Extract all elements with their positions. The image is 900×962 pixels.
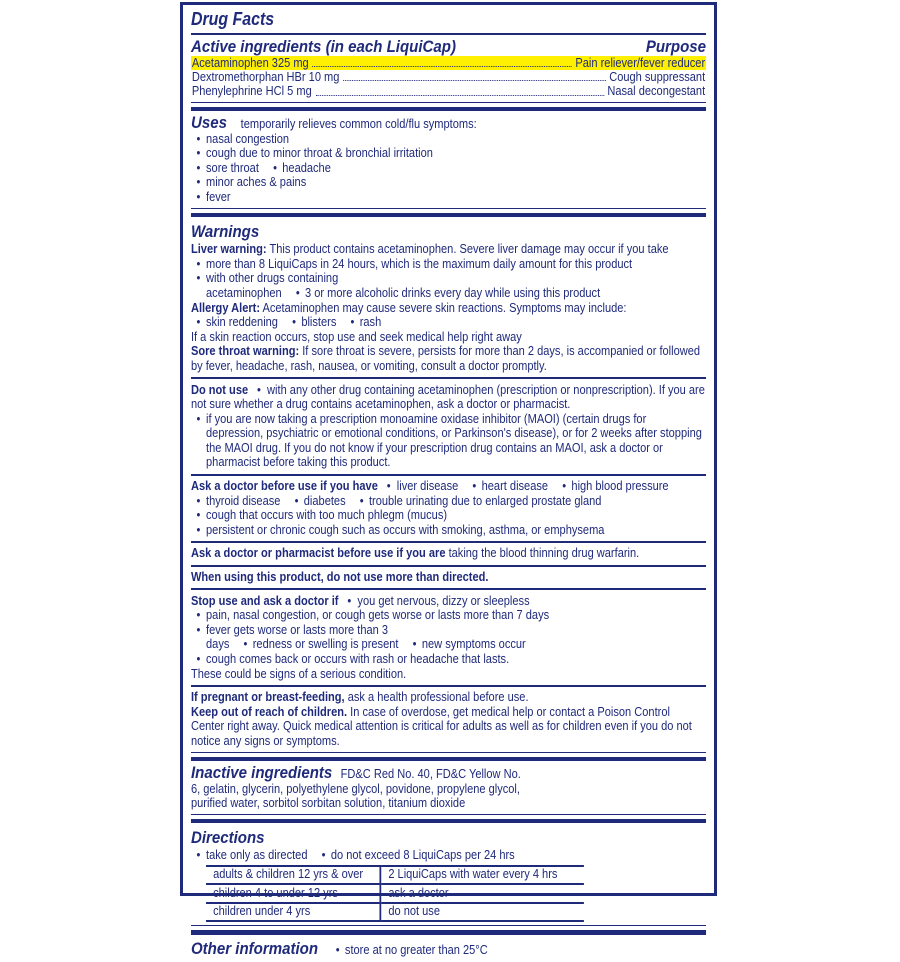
bullet-icon: • [294,493,299,508]
bullet-icon: • [196,522,201,537]
bullet-icon: • [273,160,277,175]
sore-throat-warning-lead: Sore throat warning: [190,344,300,359]
ingredient-row-phenylephrine [191,84,706,98]
bullet-icon: • [292,315,297,330]
bullet-text [206,623,706,652]
active-ingredients-header [191,37,706,56]
bullet-icon: • [350,315,355,330]
when-using-note: When using this product, do not use more than directed. [190,570,489,585]
bullet-text: cough comes back or occurs with rash or headache that lasts. [206,652,510,667]
other-information-heading: Other information [190,938,319,958]
uses-bullet [191,190,706,205]
directions-bullets [191,848,706,863]
inline-bullet-item [296,286,600,300]
stop-use-lead: Stop use and ask a doctor if [190,593,339,608]
bullet-text: minor aches & pains [206,175,307,190]
inline-bullet-item [562,479,668,493]
inactive-ingredients-heading: Inactive ingredients [190,763,333,783]
warnings-divider [191,377,706,379]
warnings-heading: Warnings [190,222,260,242]
ingredient-row-dextromethorphan [191,70,706,84]
dose-cell: 2 LiquiCaps with water every 4 hrs [380,866,584,885]
bullet-icon: • [562,479,567,494]
bullet-icon: • [412,637,417,652]
uses-bullet [191,132,706,147]
directions-heading: Directions [190,828,265,848]
inline-bullet-item [360,494,602,508]
uses-bullet [191,146,706,161]
do-not-use-bullet [191,412,706,470]
bullet-icon: • [335,942,340,957]
liver-warning [191,242,706,257]
stop-use-bullet [191,608,706,623]
section-separator-bar [191,930,706,935]
bullet-text: headache [282,160,331,175]
ask-doctor-lead: Ask a doctor before use if you have [190,479,378,494]
section-separator-bar [191,213,706,218]
inline-bullet-item [292,315,336,329]
bullet-icon: • [472,479,477,494]
inline-bullet-item [244,637,399,651]
liver-bullet [191,257,706,272]
stop-use [191,594,706,609]
dosage-table [206,865,584,923]
bullet-text [206,161,331,176]
keep-out-of-reach [191,705,706,749]
section-separator-line [191,814,706,815]
keep-out-of-reach-lead: Keep out of reach of children. [190,704,348,719]
age-cell: children 4 to under 12 yrs [206,884,380,903]
warnings-divider [191,541,706,543]
bullet-text [206,494,601,509]
keep-out-of-reach-text: In case of overdose, get medical help or contact a Poison Control Center right away. Quick medical attention is critical for adults as well as for children even if you do not notice any signs or symptoms. [190,704,692,748]
uses-section [190,113,706,205]
bullet-text: more than 8 LiquiCaps in 24 hours, which is the maximum daily amount for this product [206,256,633,271]
page-title: Drug Facts [190,9,275,29]
bullet-icon: • [196,493,201,508]
ask-pharmacist [191,546,706,561]
section-separator-bar [191,757,706,762]
ingredient-purpose: Cough suppressant [609,70,706,85]
dotted-leader [343,80,606,81]
table-row [206,903,584,922]
label-content [183,5,714,962]
bullet-icon: • [196,190,201,205]
bullet-icon: • [196,315,201,330]
stop-use-bullet [191,652,706,667]
inline-bullet-item [413,637,526,651]
drug-facts-label [180,2,717,958]
bullet-icon: • [196,160,201,175]
section-separator-bar [191,819,706,824]
bullet-icon: • [321,848,326,863]
bullet-text: heart disease [481,479,549,494]
bullet-text [206,848,515,863]
bullet-text: with other drugs containing acetaminophen [206,271,339,300]
ask-doctor-bullet [191,494,706,509]
warnings-divider [191,565,706,567]
ingredient-purpose: Nasal decongestant [607,84,706,99]
ingredient-purpose: Pain reliever/fever reducer [575,56,706,70]
inline-bullet-item [336,943,488,958]
bullet-text [206,315,381,330]
bullet-text: rash [359,315,382,330]
uses-bullet [191,161,706,176]
purpose-heading: Purpose [645,37,707,56]
ask-pharmacist-text: taking the blood thinning drug warfarin. [448,546,640,561]
skin-reaction-note: If a skin reaction occurs, stop use and seek medical help right away [190,329,522,344]
ingredient-name: Dextromethorphan HBr 10 mg [191,70,340,85]
uses-bullet [191,175,706,190]
uses-heading-line [190,113,706,133]
bullet-icon: • [196,131,201,146]
stop-use-bullet [191,623,706,652]
inline-bullet-item [273,161,331,175]
bullet-icon: • [196,411,201,426]
active-ingredients-heading: Active ingredients (in each LiquiCap) [190,37,456,56]
bullet-text: cough that occurs with too much phlegm (mucus) [206,508,448,523]
bullet-icon: • [196,146,201,161]
section-separator-line [191,102,706,103]
warnings-divider [191,474,706,476]
bullet-text: fever [206,190,231,205]
title-rule [191,33,706,35]
directions-section [191,828,706,922]
section-separator-line [191,208,706,209]
age-cell: adults & children 12 yrs & over [206,866,380,885]
warnings-divider [191,588,706,590]
bullet-text: sore throat [206,160,259,175]
uses-heading: Uses [190,113,227,133]
warnings-section [191,222,706,748]
bullet-icon: • [347,593,352,608]
bullet-icon: • [295,285,300,300]
stop-use-text: you get nervous, dizzy or sleepless [357,593,530,608]
bullet-icon: • [243,637,248,652]
bullet-text: high blood pressure [571,479,669,494]
dotted-leader [315,95,604,96]
bullet-icon: • [196,175,201,190]
ask-doctor [191,479,706,494]
sore-throat-warning [191,344,706,373]
section-separator-line [191,752,706,753]
bullet-icon: • [196,608,201,623]
allergy-bullets [191,315,706,330]
bullet-text: liver disease [396,479,459,494]
inline-bullet-item [322,848,515,862]
age-cell: children under 4 yrs [206,903,380,922]
liver-warning-text: This product contains acetaminophen. Severe liver damage may occur if you take [269,242,669,257]
warnings-divider [191,685,706,687]
bullet-icon: • [196,622,201,637]
bullet-icon: • [196,652,201,667]
uses-intro: temporarily relieves common cold/flu symptoms: [240,117,477,132]
ask-doctor-bullet [191,523,706,538]
bullet-text: if you are now taking a prescription monoamine oxidase inhibitor (MAOI) (certain drugs for depression, psychiatric or emotional conditions, or Parkinson's disease), or for 2 weeks after stopping the MAOI drug. If you do not know if your prescription drug contains an MAOI, ask a doctor or pharmacist before taking this product. [206,411,702,470]
section-separator-bar [191,107,706,112]
do-not-use [191,383,706,412]
ask-pharmacist-lead: Ask a doctor or pharmacist before use if you are [190,546,446,561]
bullet-icon: • [359,493,364,508]
inline-bullet-item [351,315,382,329]
bullet-text: blisters [301,315,337,330]
ingredient-name: Acetaminophen 325 mg [191,56,309,70]
bullet-text: diabetes [303,493,346,508]
liver-warning-lead: Liver warning: [190,242,267,257]
bullet-text: redness or swelling is present [252,637,399,652]
bullet-icon: • [386,479,391,494]
allergy-alert [191,301,706,316]
section-separator-line [191,925,706,926]
bullet-text: thyroid disease [206,493,281,508]
do-not-use-lead: Do not use [190,382,249,397]
ingredient-row-acetaminophen [191,56,706,70]
bullet-icon: • [196,271,201,286]
table-row [206,884,584,903]
bullet-text: 3 or more alcoholic drinks every day while using this product [305,285,601,300]
allergy-alert-lead: Allergy Alert: [190,300,261,315]
serious-condition-note: These could be signs of a serious condition. [190,666,407,681]
dose-cell: do not use [380,903,584,922]
bullet-text: cough due to minor throat & bronchial irritation [206,146,433,161]
inactive-ingredients-line [190,763,531,811]
bullet-text: new symptoms occur [421,637,526,652]
bullet-text: do not exceed 8 LiquiCaps per 24 hrs [330,848,515,863]
bullet-icon: • [196,508,201,523]
pregnant-note-text: ask a health professional before use. [347,690,529,705]
other-information-text: store at no greater than 25°C [344,942,488,957]
inactive-ingredients-text: FD&C Red No. 40, FD&C Yellow No. 6, gelatin, glycerin, polyethylene glycol, povidone, propylene glycol, purified water, sorbitol sorbitan solution, titanium dioxide [190,767,521,811]
allergy-alert-text: Acetaminophen may cause severe skin reactions. Symptoms may include: [262,300,627,315]
inactive-ingredients-section [190,763,531,811]
inline-bullet-item [295,494,346,508]
bullet-text [206,271,706,300]
bullet-text: take only as directed [206,848,308,863]
bullet-text: persistent or chronic cough such as occurs with smoking, asthma, or emphysema [206,522,605,537]
pregnant-note-lead: If pregnant or breast-feeding, [190,690,345,705]
table-row [206,866,584,885]
bullet-icon: • [196,848,201,863]
pregnant-note [191,690,706,705]
bullet-icon: • [256,382,261,397]
other-information-section [191,940,706,962]
do-not-use-text: with any other drug containing acetaminophen (prescription or nonprescription). If you are not sure whether a drug contains acetaminophen, ask a doctor or pharmacist. [190,382,705,412]
inline-bullet-item [472,479,548,493]
ingredient-name: Phenylephrine HCl 5 mg [191,84,312,99]
bullet-text: fever gets worse or lasts more than 3 days [206,622,389,652]
liver-bullet [191,271,706,300]
ask-doctor-bullet [191,508,706,523]
bullet-text: nasal congestion [206,131,290,146]
bullet-text: pain, nasal congestion, or cough gets worse or lasts more than 7 days [206,608,550,623]
sore-throat-warning-text: If sore throat is severe, persists for more than 2 days, is accompanied or followed by fever, headache, rash, nausea, or vomiting, consult a doctor promptly. [190,344,701,373]
bullet-icon: • [196,256,201,271]
bullet-text: skin reddening [206,315,278,330]
bullet-text: trouble urinating due to enlarged prostate gland [368,493,602,508]
dotted-leader [312,66,572,67]
dose-cell: ask a doctor [380,884,584,903]
